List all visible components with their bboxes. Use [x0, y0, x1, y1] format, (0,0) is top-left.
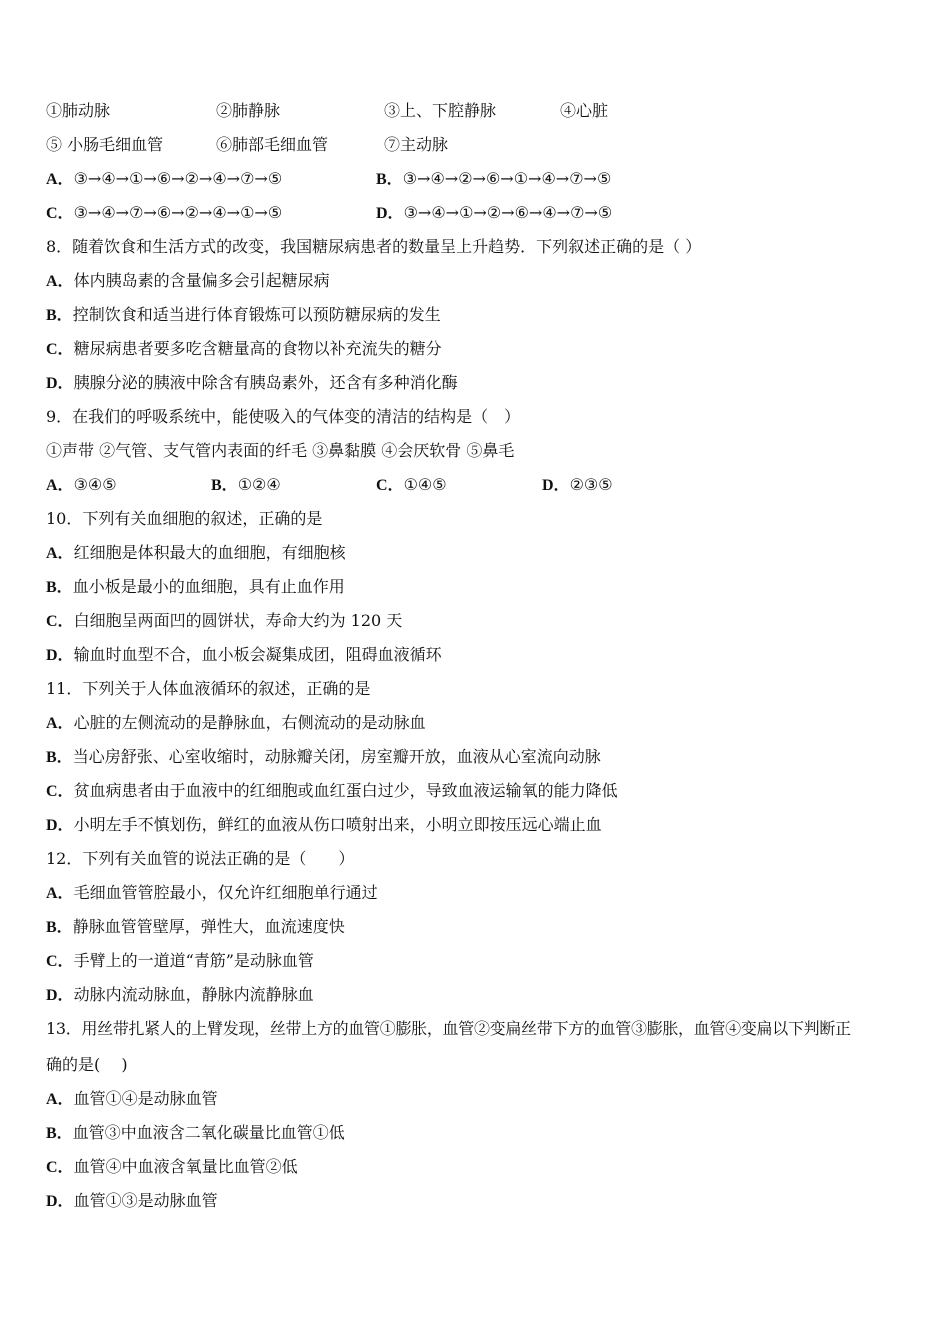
q10-option-c[interactable]: C．白细胞呈两面凹的圆饼状，寿命大约为 120 天 [46, 611, 403, 630]
q11-option-d[interactable]: D．小明左手不慎划伤，鲜红的血液从伤口喷射出来，小明立即按压远心端止血 [46, 815, 602, 834]
q10-option-b[interactable]: B．血小板是最小的血细胞，具有止血作用 [46, 577, 345, 596]
q10-option-d[interactable]: D．输血时血型不合，血小板会凝集成团，阻碍血液循环 [46, 645, 442, 664]
q13-option-d[interactable]: D．血管①③是动脉血管 [46, 1191, 218, 1210]
q11-stem: 11．下列关于人体血液循环的叙述，正确的是 [46, 679, 371, 698]
q7-item-1: ①肺动脉 [46, 101, 111, 120]
q13-stem-line1: 13．用丝带扎紧人的上臂发现，丝带上方的血管①膨胀，血管②变扁丝带下方的血管③膨胀，血管④变扁以下判断正 [46, 1019, 851, 1038]
q7-option-d[interactable]: D．③→④→①→②→⑥→④→⑦→⑤ [376, 203, 613, 222]
q12-option-c[interactable]: C．手臂上的一道道“青筋”是动脉血管 [46, 951, 314, 970]
q8-stem: 8．随着饮食和生活方式的改变，我国糖尿病患者的数量呈上升趋势．下列叙述正确的是（ ） [46, 237, 702, 256]
q11-option-c[interactable]: C．贫血病患者由于血液中的红细胞或血红蛋白过少，导致血液运输氧的能力降低 [46, 781, 618, 800]
q13-option-c[interactable]: C．血管④中血液含氧量比血管②低 [46, 1157, 298, 1176]
q9-option-c[interactable]: C．①④⑤ [376, 475, 447, 494]
q7-item-7: ⑦主动脉 [384, 135, 449, 154]
q8-option-a[interactable]: A．体内胰岛素的含量偏多会引起糖尿病 [46, 271, 330, 290]
q13-option-b[interactable]: B．血管③中血液含二氧化碳量比血管①低 [46, 1123, 345, 1142]
q12-option-d[interactable]: D．动脉内流动脉血，静脉内流静脉血 [46, 985, 314, 1004]
q7-option-b[interactable]: B．③→④→②→⑥→①→④→⑦→⑤ [376, 169, 612, 188]
q9-stem: 9．在我们的呼吸系统中，能使吸入的气体变的清洁的结构是（ ） [46, 407, 521, 426]
q9-items: ①声带 ②气管、支气管内表面的纤毛 ③鼻黏膜 ④会厌软骨 ⑤鼻毛 [46, 441, 515, 460]
q12-option-a[interactable]: A．毛细血管管腔最小，仅允许红细胞单行通过 [46, 883, 378, 902]
q9-option-a[interactable]: A．③④⑤ [46, 475, 117, 494]
q9-option-b[interactable]: B．①②④ [211, 475, 281, 494]
q11-option-b[interactable]: B．当心房舒张、心室收缩时，动脉瓣关闭，房室瓣开放，血液从心室流向动脉 [46, 747, 601, 766]
q7-item-2: ②肺静脉 [216, 101, 281, 120]
q10-option-a[interactable]: A．红细胞是体积最大的血细胞，有细胞核 [46, 543, 346, 562]
q7-item-5: ⑤ 小肠毛细血管 [46, 135, 164, 154]
q7-item-6: ⑥肺部毛细血管 [216, 135, 329, 154]
q13-option-a[interactable]: A．血管①④是动脉血管 [46, 1089, 218, 1108]
q7-option-a[interactable]: A．③→④→①→⑥→②→④→⑦→⑤ [46, 169, 283, 188]
q7-item-4: ④心脏 [560, 101, 609, 120]
q7-option-c[interactable]: C．③→④→⑦→⑥→②→④→①→⑤ [46, 203, 283, 222]
q9-option-d[interactable]: D．②③⑤ [542, 475, 613, 494]
q8-option-c[interactable]: C．糖尿病患者要多吃含糖量高的食物以补充流失的糖分 [46, 339, 442, 358]
q8-option-b[interactable]: B．控制饮食和适当进行体育锻炼可以预防糖尿病的发生 [46, 305, 441, 324]
q7-item-3: ③上、下腔静脉 [384, 101, 497, 120]
q12-stem: 12．下列有关血管的说法正确的是（ ） [46, 849, 355, 868]
q13-stem-line2: 确的是( ) [46, 1055, 128, 1074]
q10-stem: 10．下列有关血细胞的叙述，正确的是 [46, 509, 323, 528]
q12-option-b[interactable]: B．静脉血管管壁厚，弹性大，血流速度快 [46, 917, 345, 936]
q11-option-a[interactable]: A．心脏的左侧流动的是静脉血，右侧流动的是动脉血 [46, 713, 426, 732]
q8-option-d[interactable]: D．胰腺分泌的胰液中除含有胰岛素外，还含有多种消化酶 [46, 373, 458, 392]
